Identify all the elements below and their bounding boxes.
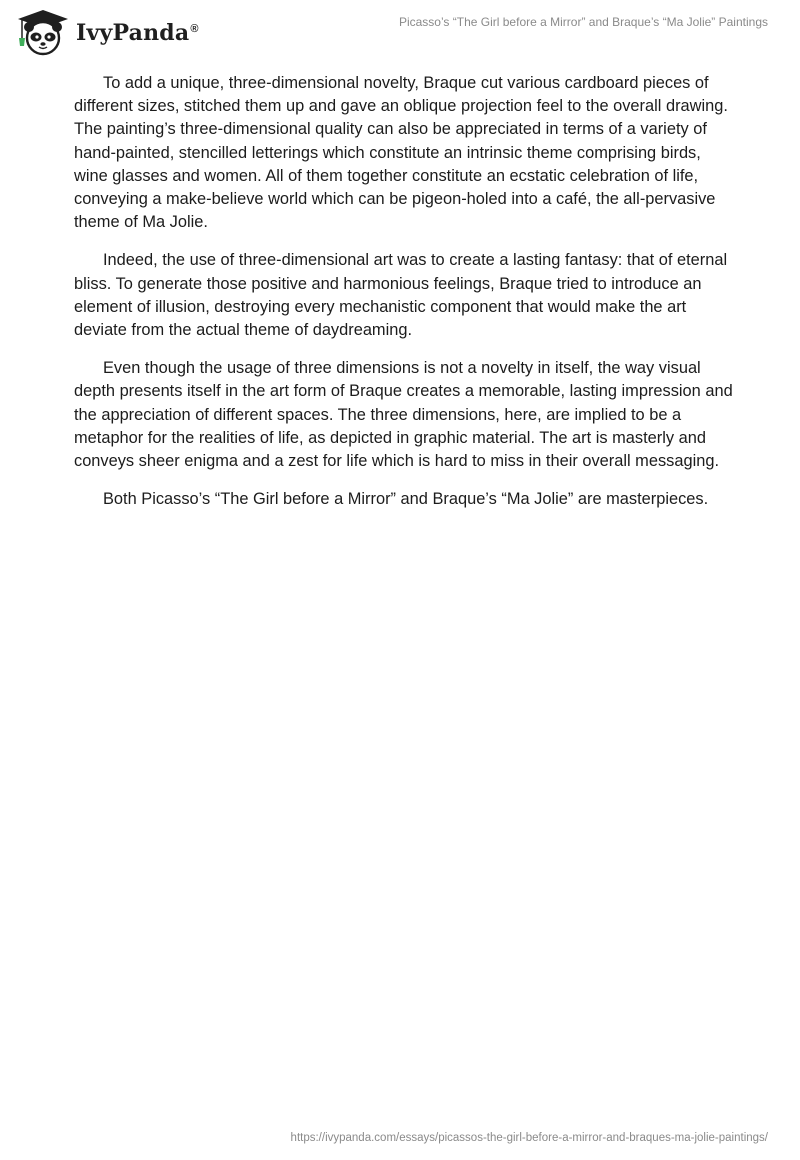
logo-wordmark <box>76 20 199 46</box>
source-url-link[interactable]: https://ivypanda.com/essays/picassos-the-girl-before-a-mirror-and-braques-ma-jolie-paintings/ <box>290 1132 768 1144</box>
logo-text: IvyPanda <box>76 20 190 46</box>
registered-mark: ® <box>190 22 199 35</box>
paragraph: Indeed, the use of three-dimensional art was to create a lasting fantasy: that of eternal bliss. To generate those positive and harmonious feelings, Braque tried to introduce an element of illusion, destroying every mechanistic component that would make the art deviate from the actual theme of daydreaming. <box>74 251 728 340</box>
page-header <box>0 0 800 62</box>
paragraph: Both Picasso’s “The Girl before a Mirror” and Braque’s “Ma Jolie” are masterpieces. <box>103 490 709 509</box>
ivypanda-logo[interactable] <box>14 8 199 56</box>
paragraph: To add a unique, three-dimensional novelty, Braque cut various cardboard pieces of different sizes, stitched them up and gave an oblique projection feel to the overall drawing. The painting’s three-dimensional quality can also be appreciated in terms of a variety of hand-painted, stencilled letterings which constitute an intrinsic theme comprising birds, wine glasses and women. All of them together constitute an ecstatic celebration of life, conveying a make-believe world which can be pigeon-holed into a café, the all-pervasive theme of Ma Jolie. <box>74 74 728 232</box>
paragraph: Even though the usage of three dimensions is not a novelty in itself, the way visual depth presents itself in the art form of Braque creates a memorable, lasting impression and the appreciation of different spaces. The three dimensions, here, are implied to be a metaphor for the realities of life, as depicted in graphic material. The art is masterly and conveys sheer enigma and a zest for life which is hard to miss in their overall messaging. <box>74 359 733 471</box>
document-title: Picasso’s “The Girl before a Mirror” and Braque’s “Ma Jolie” Paintings <box>398 15 768 29</box>
panda-graduate-icon <box>14 8 72 56</box>
essay-body <box>74 72 734 526</box>
